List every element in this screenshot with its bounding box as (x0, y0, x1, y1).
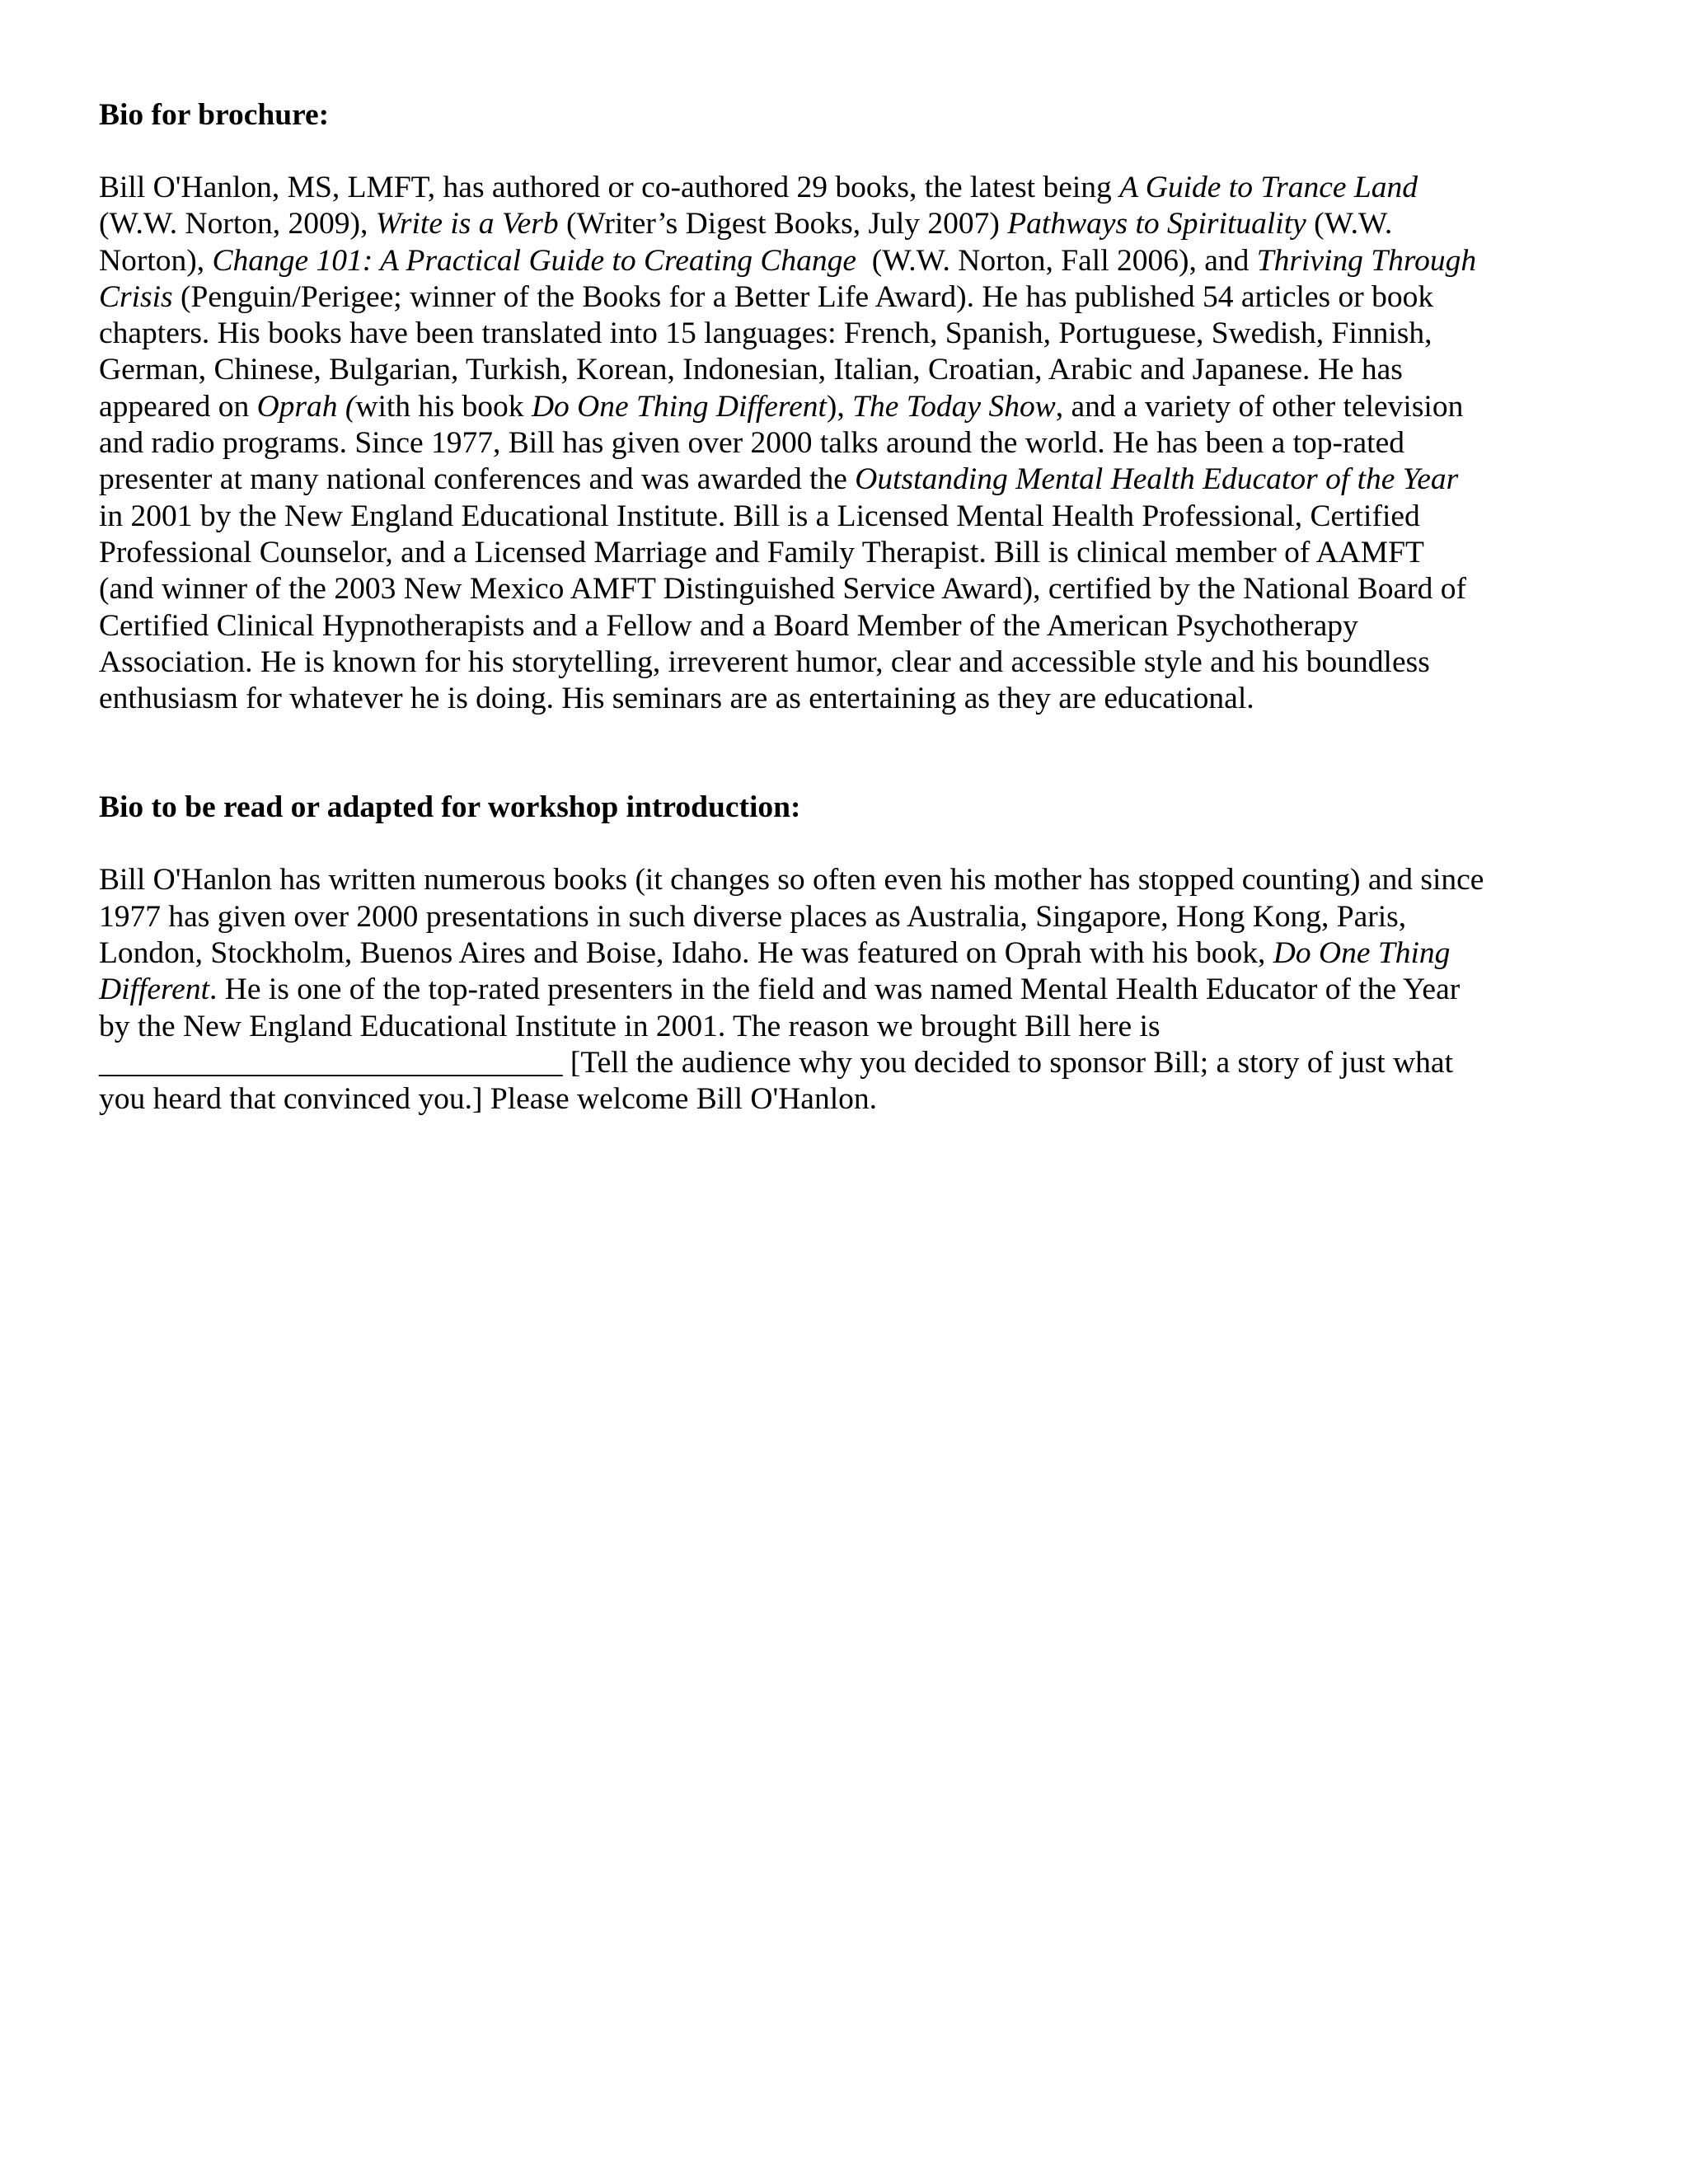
text-line (99, 571, 1607, 607)
brochure-bio-heading: Bio for brochure: (99, 98, 330, 132)
text-run: . He is one of the top-rated presenters in the field and was named Mental Health Educator of the Year (209, 972, 1461, 1007)
italic-title: Change 101: A Practical Guide to Creating Change (212, 243, 857, 278)
text-run: by the New England Educational Institute in 2001. The reason we brought Bill here is (99, 1009, 1160, 1043)
text-run: appeared on (99, 389, 257, 424)
text-line (99, 1081, 1607, 1118)
text-run: (W.W. Norton, 2009), (99, 207, 376, 241)
text-line (99, 862, 1607, 898)
workshop-bio-heading: Bio to be read or adapted for workshop introduction: (99, 790, 801, 825)
text-line (99, 972, 1607, 1008)
text-run: presenter at many national conferences and was awarded the (99, 462, 856, 497)
text-line (99, 206, 1607, 242)
italic-title: A Guide to Trance Land (1119, 171, 1418, 204)
spacer (99, 134, 1607, 170)
text-line (99, 681, 1607, 717)
text-line (99, 499, 1607, 535)
text-run: in 2001 by the New England Educational Institute. Bill is a Licensed Mental Health Professional, Certified (99, 499, 1420, 533)
text-line (99, 352, 1607, 388)
italic-title: Pathways to Spirituality (1007, 207, 1306, 241)
text-line (99, 644, 1607, 681)
text-run: Bill O'Hanlon has written numerous books (it changes so often even his mother has stopped counting) and since (99, 863, 1484, 898)
document-page (99, 97, 1607, 1118)
workshop-bio-paragraph (99, 862, 1607, 1118)
text-run: (W.W. Norton, Fall 2006), and (856, 243, 1257, 278)
text-run: , and a variety of other television (1055, 389, 1464, 424)
text-run: Norton), (99, 243, 213, 278)
text-line (99, 425, 1607, 462)
text-run: enthusiasm for whatever he is doing. His seminars are as entertaining as they are educational. (99, 682, 1254, 716)
italic-title: The Today Show (852, 389, 1056, 424)
italic-title: Crisis (99, 279, 173, 314)
text-line (99, 1009, 1607, 1045)
italic-title: Write is a Verb (375, 207, 559, 241)
text-run: and radio programs. Since 1977, Bill has given over 2000 talks around the world. He has been a top-rated (99, 426, 1404, 461)
text-line (99, 899, 1607, 935)
text-line (99, 279, 1607, 316)
text-line (99, 243, 1607, 279)
text-line (99, 608, 1607, 644)
spacer (99, 826, 1607, 862)
italic-title: Do One Thing (1273, 936, 1451, 971)
text-line (99, 462, 1607, 498)
text-run: London, Stockholm, Buenos Aires and Boise, Idaho. He was featured on Oprah with his book, (99, 936, 1273, 971)
italic-title: Thriving Through (1256, 243, 1477, 278)
text-line (99, 935, 1607, 972)
text-line (99, 389, 1607, 425)
text-run: 1977 has given over 2000 presentations in such diverse places as Australia, Singapore, Hong Kong, Paris, (99, 899, 1407, 934)
text-run: Association. He is known for his storytelling, irreverent humor, clear and accessible style and his boundless (99, 644, 1430, 679)
text-run: you heard that convinced you.] Please welcome Bill O'Hanlon. (99, 1082, 878, 1117)
text-run: ______________________________ [Tell the audience why you decided to sponsor Bill; a story of just what (99, 1045, 1453, 1080)
brochure-bio-paragraph (99, 170, 1607, 717)
text-run: (Penguin/Perigee; winner of the Books for a Better Life Award). He has published 54 articles or book (172, 279, 1434, 314)
text-run: (and winner of the 2003 New Mexico AMFT Distinguished Service Award), certified by the National Board of (99, 572, 1467, 607)
text-run: chapters. His books have been translated into 15 languages: French, Spanish, Portuguese, Swedish, Finnish, (99, 316, 1432, 351)
italic-title: Different (99, 972, 209, 1007)
text-run: Certified Clinical Hypnotherapists and a Fellow and a Board Member of the American Psychotherapy (99, 608, 1358, 643)
text-run: German, Chinese, Bulgarian, Turkish, Korean, Indonesian, Italian, Croatian, Arabic and Japanese. He has (99, 353, 1403, 387)
text-line (99, 170, 1607, 206)
text-line (99, 535, 1607, 571)
italic-title: Oprah ( (256, 389, 356, 424)
text-line (99, 1045, 1607, 1081)
text-line (99, 316, 1607, 352)
text-run: Professional Counselor, and a Licensed Marriage and Family Therapist. Bill is clinical member of AAMFT (99, 535, 1424, 569)
text-run: (Writer’s Digest Books, July 2007) (558, 207, 1008, 241)
spacer (99, 717, 1607, 790)
text-run: (W.W. (1306, 207, 1393, 241)
text-run: with his book (355, 389, 532, 424)
text-run: ), (826, 389, 853, 424)
italic-title: Outstanding Mental Health Educator of the Year (855, 462, 1459, 497)
italic-title: Do One Thing Different (531, 389, 827, 424)
text-run: Bill O'Hanlon, MS, LMFT, has authored or co-authored 29 books, the latest being (99, 171, 1120, 204)
